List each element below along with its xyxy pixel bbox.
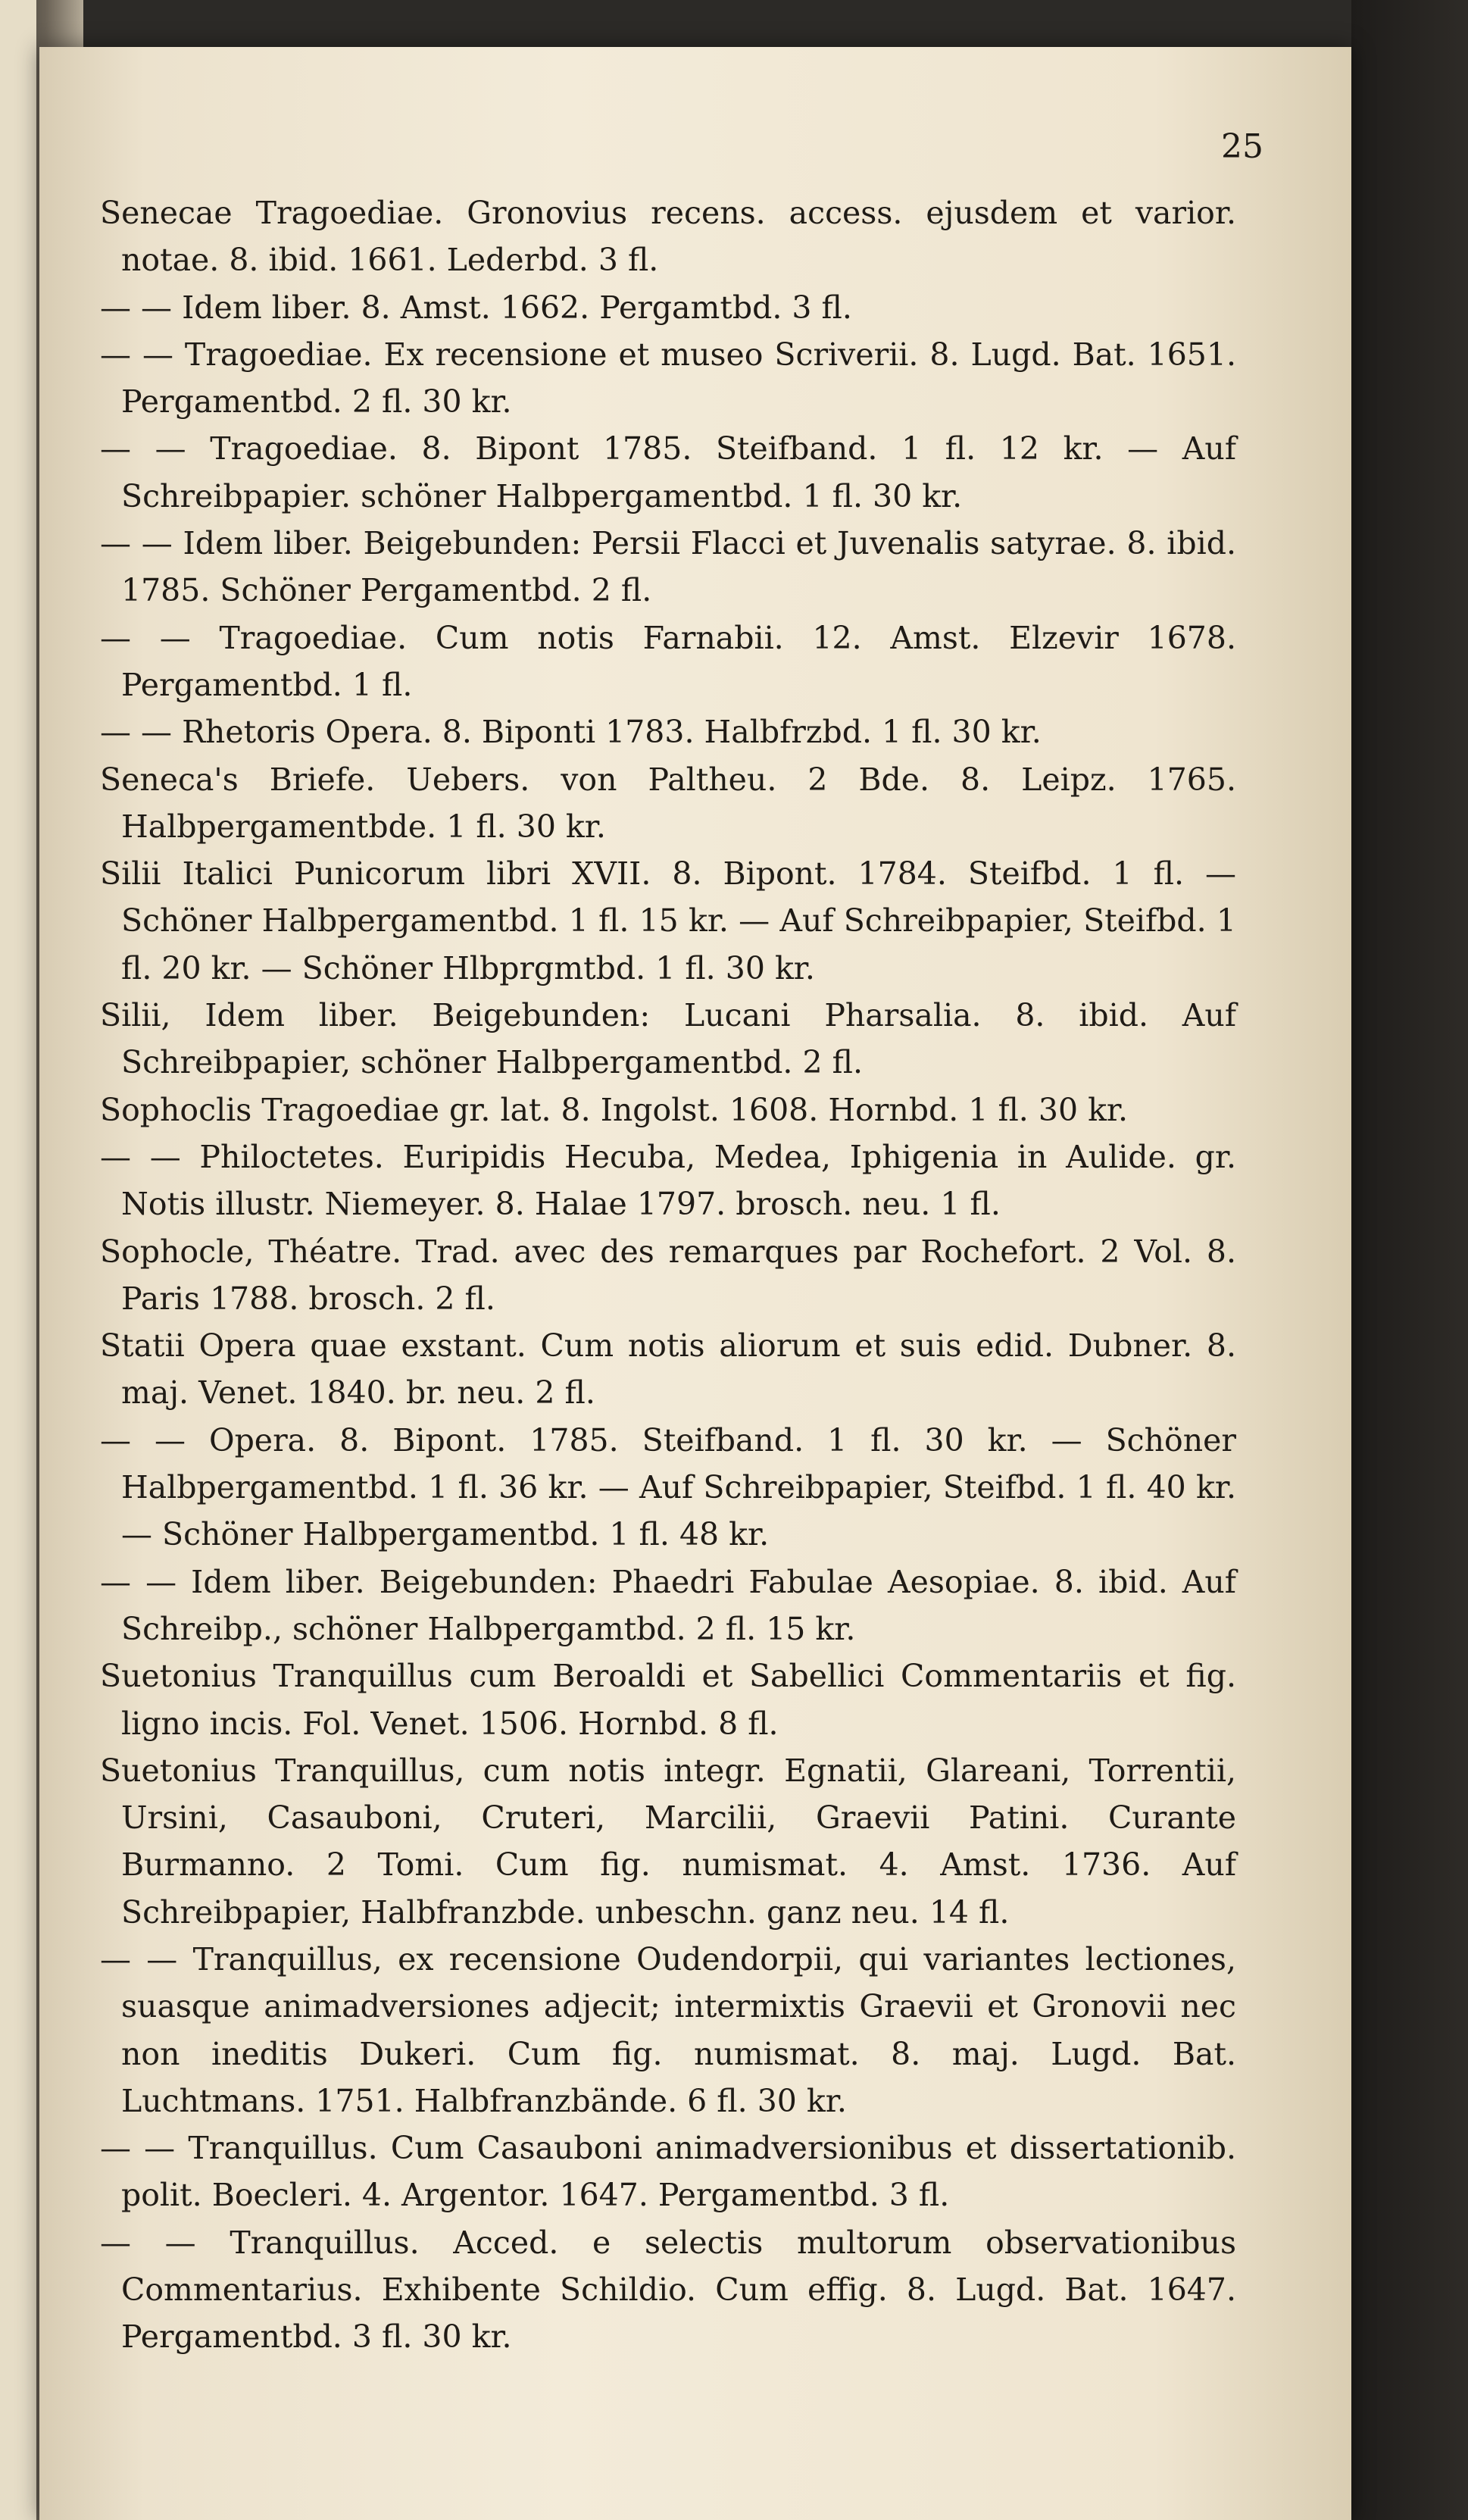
background-right: [1351, 0, 1468, 2520]
previous-page-edge: [0, 0, 36, 2520]
catalog-entry: Sophocle, Théatre. Trad. avec des remarques par Rochefort. 2 Vol. 8. Paris 1788. brosch. 2 fl.: [100, 1233, 1236, 1317]
catalog-entry: Sophoclis Tragoediae gr. lat. 8. Ingolst. 1608. Hornbd. 1 fl. 30 kr.: [100, 1091, 1129, 1128]
catalog-entry: — — Tragoediae. Ex recensione et museo Scriverii. 8. Lugd. Bat. 1651. Pergamentbd. 2 fl. 30 kr.: [100, 336, 1236, 421]
catalog-entry: — — Philoctetes. Euripidis Hecuba, Medea, Iphigenia in Aulide. gr. Notis illustr. Niemeyer. 8. Halae 1797. brosch. neu. 1 fl.: [100, 1138, 1236, 1223]
catalog-entry: Silii Italici Punicorum libri XVII. 8. Bipont. 1784. Steifbd. 1 fl. — Schöner Halbpergamentbd. 1 fl. 15 kr. — Auf Schreibpapier, Steifbd. 1 fl. 20 kr. — Schöner Hlbprgmtbd. 1 fl. 30 kr.: [100, 855, 1236, 986]
catalog-entry: — — Idem liber. 8. Amst. 1662. Pergamtbd. 3 fl.: [100, 289, 852, 326]
catalog-entry: — — Tragoediae. 8. Bipont 1785. Steifband. 1 fl. 12 kr. — Auf Schreibpapier. schöner Halbpergamentbd. 1 fl. 30 kr.: [100, 430, 1236, 514]
catalog-entry: — — Opera. 8. Bipont. 1785. Steifband. 1 fl. 30 kr. — Schöner Halbpergamentbd. 1 fl. 36 kr. — Auf Schreibpapier, Steifbd. 1 fl. 40 kr. — Schöner Halbpergamentbd. 1 fl. 48 kr.: [100, 1421, 1236, 1553]
catalog-entry: Statii Opera quae exstant. Cum notis aliorum et suis edid. Dubner. 8. maj. Venet. 1840. br. neu. 2 fl.: [100, 1327, 1236, 1412]
catalog-entry: Suetonius Tranquillus cum Beroaldi et Sabellici Commentariis et fig. ligno incis. Fol. Venet. 1506. Hornbd. 8 fl.: [100, 1658, 1236, 1742]
catalog-entry: — — Tranquillus. Cum Casauboni animadversionibus et dissertationib. polit. Boecleri. 4. Argentor. 1647. Pergamentbd. 3 fl.: [100, 2130, 1236, 2214]
catalog-entry: — — Tranquillus, ex recensione Oudendorpii, qui variantes lectiones, suasque animadversiones adjecit; intermixtis Graevii et Gronovii nec non ineditis Dukeri. Cum fig. numismat. 8. maj. Lugd. Bat. Luchtmans. 1751. Halbfranzbände. 6 fl. 30 kr.: [100, 1940, 1236, 2119]
catalog-entry: — — Rhetoris Opera. 8. Biponti 1783. Halbfrzbd. 1 fl. 30 kr.: [100, 714, 1042, 751]
catalog-entry: — — Idem liber. Beigebunden: Persii Flacci et Juvenalis satyrae. 8. ibid. 1785. Schöner Pergamentbd. 2 fl.: [100, 525, 1236, 609]
catalog-entry: Silii, Idem liber. Beigebunden: Lucani Pharsalia. 8. ibid. Auf Schreibpapier, schöner Halbpergamentbd. 2 fl.: [100, 997, 1236, 1081]
catalog-entry: — — Tranquillus. Acced. e selectis multorum observationibus Commentarius. Exhibente Schildio. Cum effig. 8. Lugd. Bat. 1647. Pergamentbd. 3 fl. 30 kr.: [100, 2224, 1236, 2356]
page-number: 25: [1221, 127, 1263, 166]
catalog-entry: Suetonius Tranquillus, cum notis integr. Egnatii, Glareani, Torrentii, Ursini, Casauboni, Cruteri, Marcilii, Graevii Patini. Curante Burmanno. 2 Tomi. Cum fig. numismat. 4. Amst. 1736. Auf Schreibpapier, Halbfranzbde. unbeschn. ganz neu. 14 fl.: [100, 1752, 1236, 1931]
catalog-entry: — — Idem liber. Beigebunden: Phaedri Fabulae Aesopiae. 8. ibid. Auf Schreibp., schöner Halbpergamtbd. 2 fl. 15 kr.: [100, 1563, 1236, 1647]
catalog-entries: [100, 189, 1236, 2361]
catalog-entry: Senecae Tragoediae. Gronovius recens. access. ejusdem et varior. notae. 8. ibid. 1661. Lederbd. 3 fl.: [100, 195, 1236, 279]
catalog-entry: Seneca's Briefe. Uebers. von Paltheu. 2 Bde. 8. Leipz. 1765. Halbpergamentbde. 1 fl. 30 kr.: [100, 761, 1236, 845]
catalog-entry: — — Tragoediae. Cum notis Farnabii. 12. Amst. Elzevir 1678. Pergamentbd. 1 fl.: [100, 619, 1236, 703]
